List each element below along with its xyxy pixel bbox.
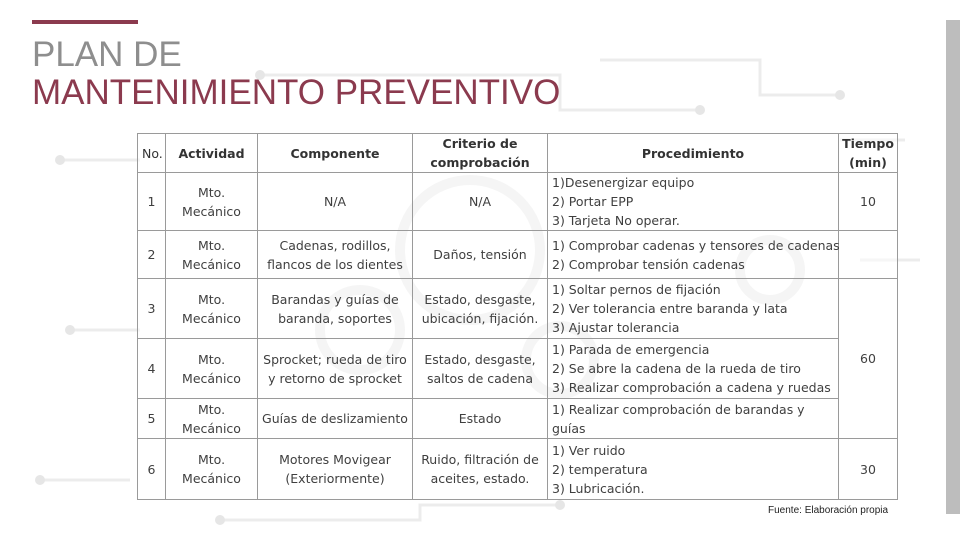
row-criterio: N/A <box>413 173 548 231</box>
row-criterio: Estado, desgaste, saltos de cadena <box>413 339 548 399</box>
table-row <box>138 279 898 339</box>
procedure-step: 1) Realizar comprobación de barandas y <box>552 401 805 417</box>
row-tiempo: 10 <box>839 173 898 231</box>
procedure-step: 3) Ajustar tolerancia <box>552 320 680 335</box>
row-actividad: Mto. Mecánico <box>166 173 258 231</box>
title-accent-bar <box>32 20 138 24</box>
header-no: No. <box>138 134 166 173</box>
row-procedimiento <box>548 399 839 439</box>
row-componente: Motores Movigear (Exteriormente) <box>258 439 413 500</box>
table-row <box>138 439 898 500</box>
row-componente: Sprocket; rueda de tiro y retorno de sprocket <box>258 339 413 399</box>
row-actividad: Mto. Mecánico <box>166 439 258 500</box>
header-tiempo: Tiempo (min) <box>839 134 898 173</box>
row-componente: Barandas y guías de baranda, soportes <box>258 279 413 339</box>
row-actividad: Mto. Mecánico <box>166 339 258 399</box>
row-number: 6 <box>138 439 166 500</box>
procedure-step: 2) Ver tolerancia entre baranda y lata <box>552 301 788 316</box>
source-note: Fuente: Elaboración propia <box>768 505 889 516</box>
table-row <box>138 399 898 439</box>
row-criterio: Estado <box>413 399 548 439</box>
row-criterio: Daños, tensión <box>413 231 548 279</box>
table-header-row <box>138 134 898 173</box>
procedure-step: 1)Desenergizar equipo <box>552 175 695 190</box>
row-tiempo: 30 <box>839 439 898 500</box>
maintenance-plan-table <box>137 133 898 500</box>
row-procedimiento <box>548 279 839 339</box>
row-number: 1 <box>138 173 166 231</box>
header-componente: Componente <box>258 134 413 173</box>
title-line-2: MANTENIMIENTO PREVENTIVO <box>32 73 561 112</box>
procedure-step: 2) temperatura <box>552 461 648 477</box>
header-actividad: Actividad <box>166 134 258 173</box>
row-number: 5 <box>138 399 166 439</box>
procedure-step: 3) Tarjeta No operar. <box>552 213 680 228</box>
procedure-step: 1) Soltar pernos de fijación <box>552 282 721 297</box>
row-actividad: Mto. Mecánico <box>166 279 258 339</box>
procedure-step: 1) Comprobar cadenas y tensores de cadenas <box>552 237 840 253</box>
row-number: 4 <box>138 339 166 399</box>
row-actividad: Mto. Mecánico <box>166 399 258 439</box>
procedure-step: 3) Realizar comprobación a cadena y ruedas <box>552 380 831 395</box>
row-componente: N/A <box>258 173 413 231</box>
procedure-step: 2) Portar EPP <box>552 194 634 209</box>
row-criterio: Estado, desgaste, ubicación, fijación. <box>413 279 548 339</box>
table-row <box>138 173 898 231</box>
title-line-1: PLAN DE <box>32 35 182 74</box>
right-edge-strip <box>946 20 960 514</box>
table-row <box>138 231 898 279</box>
row-tiempo-empty <box>839 231 898 279</box>
procedure-step: 2) Comprobar tensión cadenas <box>552 256 745 272</box>
header-procedimiento: Procedimiento <box>548 134 839 173</box>
row-procedimiento <box>548 439 839 500</box>
header-criterio: Criterio de comprobación <box>413 134 548 173</box>
row-tiempo: 60 <box>839 279 898 439</box>
row-componente: Guías de deslizamiento <box>258 399 413 439</box>
row-procedimiento <box>548 231 839 279</box>
procedure-step: 1) Ver ruido <box>552 442 626 458</box>
procedure-step: guías <box>552 420 586 436</box>
row-criterio: Ruido, filtración de aceites, estado. <box>413 439 548 500</box>
procedure-step: 3) Lubricación. <box>552 480 645 496</box>
procedure-step: 2) Se abre la cadena de la rueda de tiro <box>552 361 801 376</box>
row-number: 3 <box>138 279 166 339</box>
procedure-step: 1) Parada de emergencia <box>552 342 710 357</box>
row-procedimiento <box>548 173 839 231</box>
row-componente: Cadenas, rodillos, flancos de los dientes <box>258 231 413 279</box>
slide-title <box>32 36 560 112</box>
row-number: 2 <box>138 231 166 279</box>
row-actividad: Mto. Mecánico <box>166 231 258 279</box>
table-row <box>138 339 898 399</box>
row-procedimiento <box>548 339 839 399</box>
